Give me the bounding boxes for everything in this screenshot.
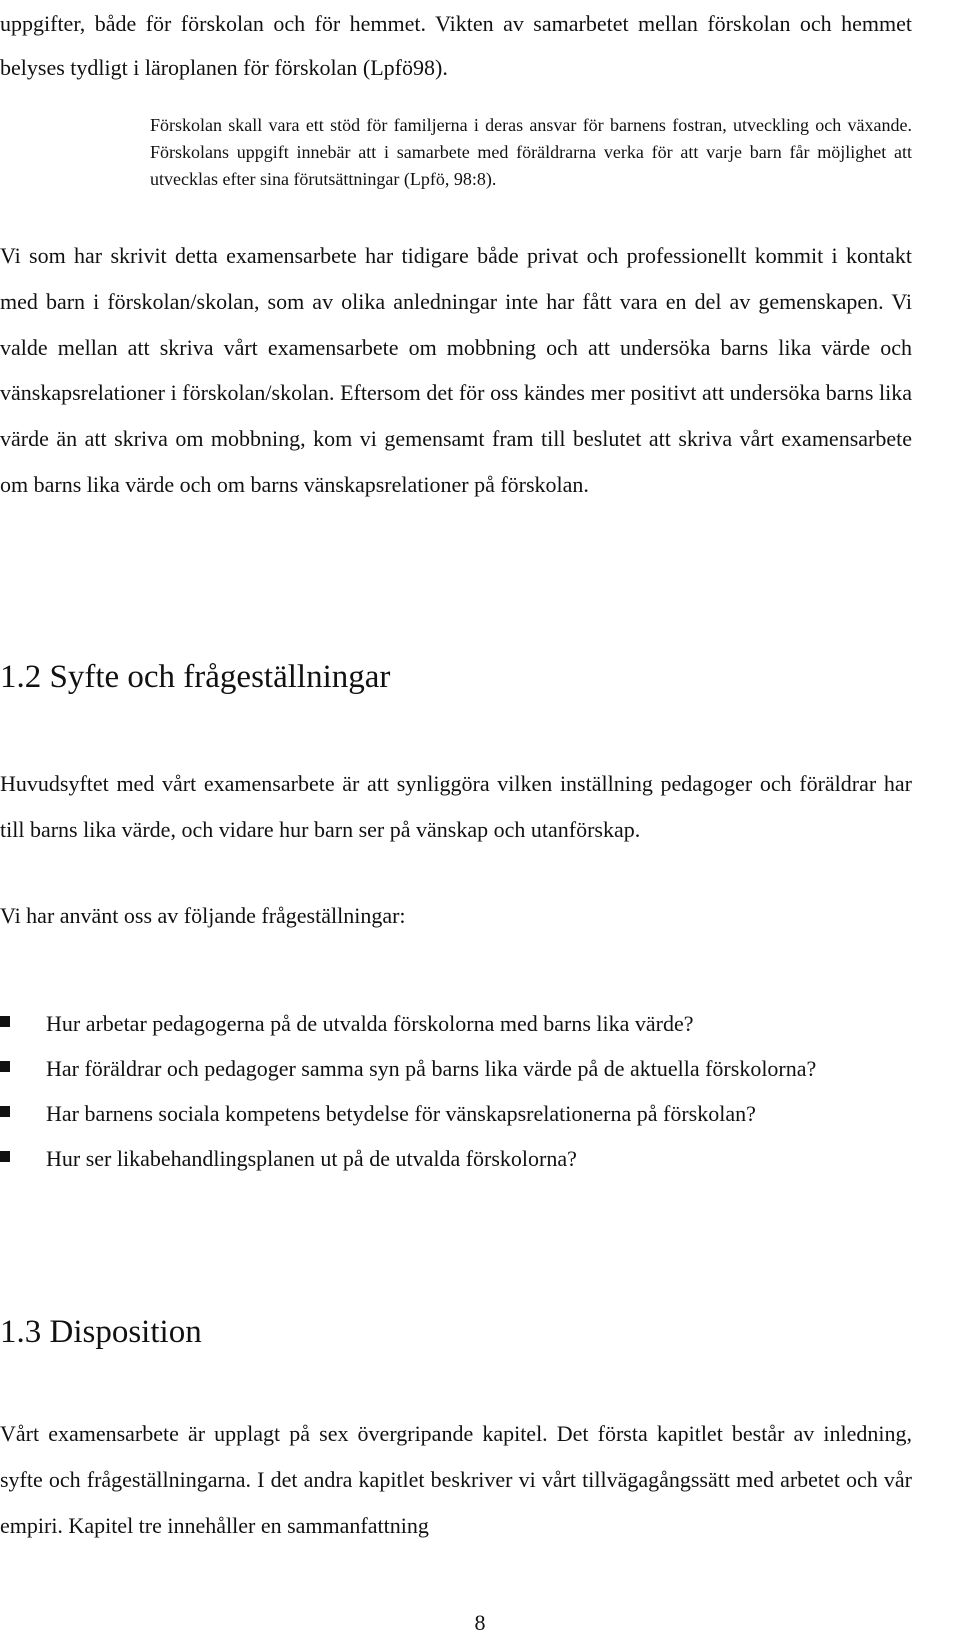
square-bullet-icon — [0, 1151, 10, 1162]
square-bullet-icon — [0, 1106, 10, 1117]
question-text: Hur ser likabehandlingsplanen ut på de utvalda förskolorna? — [46, 1146, 577, 1171]
question-text: Har barnens sociala kompetens betydelse för vänskapsrelationerna på förskolan? — [46, 1101, 756, 1126]
purpose-paragraph: Huvudsyftet med vårt examensarbete är att synliggöra vilken inställning pedagoger och föräldrar har till barns lika värde, och vidare hur barn ser på vänskap och utanförskap. — [0, 771, 912, 842]
section-heading-syfte: 1.2 Syfte och frågeställningar — [0, 659, 391, 695]
question-text: Har föräldrar och pedagoger samma syn på barns lika värde på de aktuella förskolorna? — [46, 1056, 817, 1081]
question-text: Hur arbetar pedagogerna på de utvalda förskolorna med barns lika värde? — [46, 1011, 694, 1036]
research-question-list — [0, 1001, 912, 1181]
main-paragraph: Vi som har skrivit detta examensarbete har tidigare både privat och professionellt kommit i kontakt med barn i förskolan/skolan, som av olika anledningar inte har fått vara en del av gemenskapen. Vi valde mellan att skriva vårt examensarbete om mobbning och att undersöka barns lika värde och vänskapsrelationer i förskolan/skolan. Eftersom det för oss kändes mer positivt att undersöka barns lika värde än att skriva om mobbning, kom vi gemensamt fram till beslutet att skriva vårt examensarbete om barns lika värde och om barns vänskapsrelationer på förskolan. — [0, 243, 912, 497]
block-quote: Förskolan skall vara ett stöd för familjerna i deras ansvar för barnens fostran, utveckling och växande. Förskolans uppgift innebär att i samarbete med föräldrarna verka för att varje barn får möjlighet att utvecklas efter sina förutsättningar (Lpfö, 98:8). — [150, 115, 912, 189]
list-item — [0, 1091, 912, 1136]
list-item — [0, 1046, 912, 1091]
section-heading-disposition: 1.3 Disposition — [0, 1314, 202, 1350]
list-item — [0, 1001, 912, 1046]
page-number: 8 — [474, 1610, 486, 1635]
list-item — [0, 1136, 912, 1181]
intro-paragraph: uppgifter, både för förskolan och för hemmet. Vikten av samarbetet mellan förskolan och hemmet belyses tydligt i läroplanen för förskolan (Lpfö98). — [0, 11, 912, 80]
questions-intro-paragraph: Vi har använt oss av följande frågeställningar: — [0, 903, 406, 928]
square-bullet-icon — [0, 1016, 10, 1027]
square-bullet-icon — [0, 1061, 10, 1072]
disposition-paragraph: Vårt examensarbete är upplagt på sex övergripande kapitel. Det första kapitlet består av inledning, syfte och frågeställningarna. I det andra kapitlet beskriver vi vårt tillvägagångssätt med arbetet och vår empiri. Kapitel tre innehåller en sammanfattning — [0, 1421, 912, 1538]
